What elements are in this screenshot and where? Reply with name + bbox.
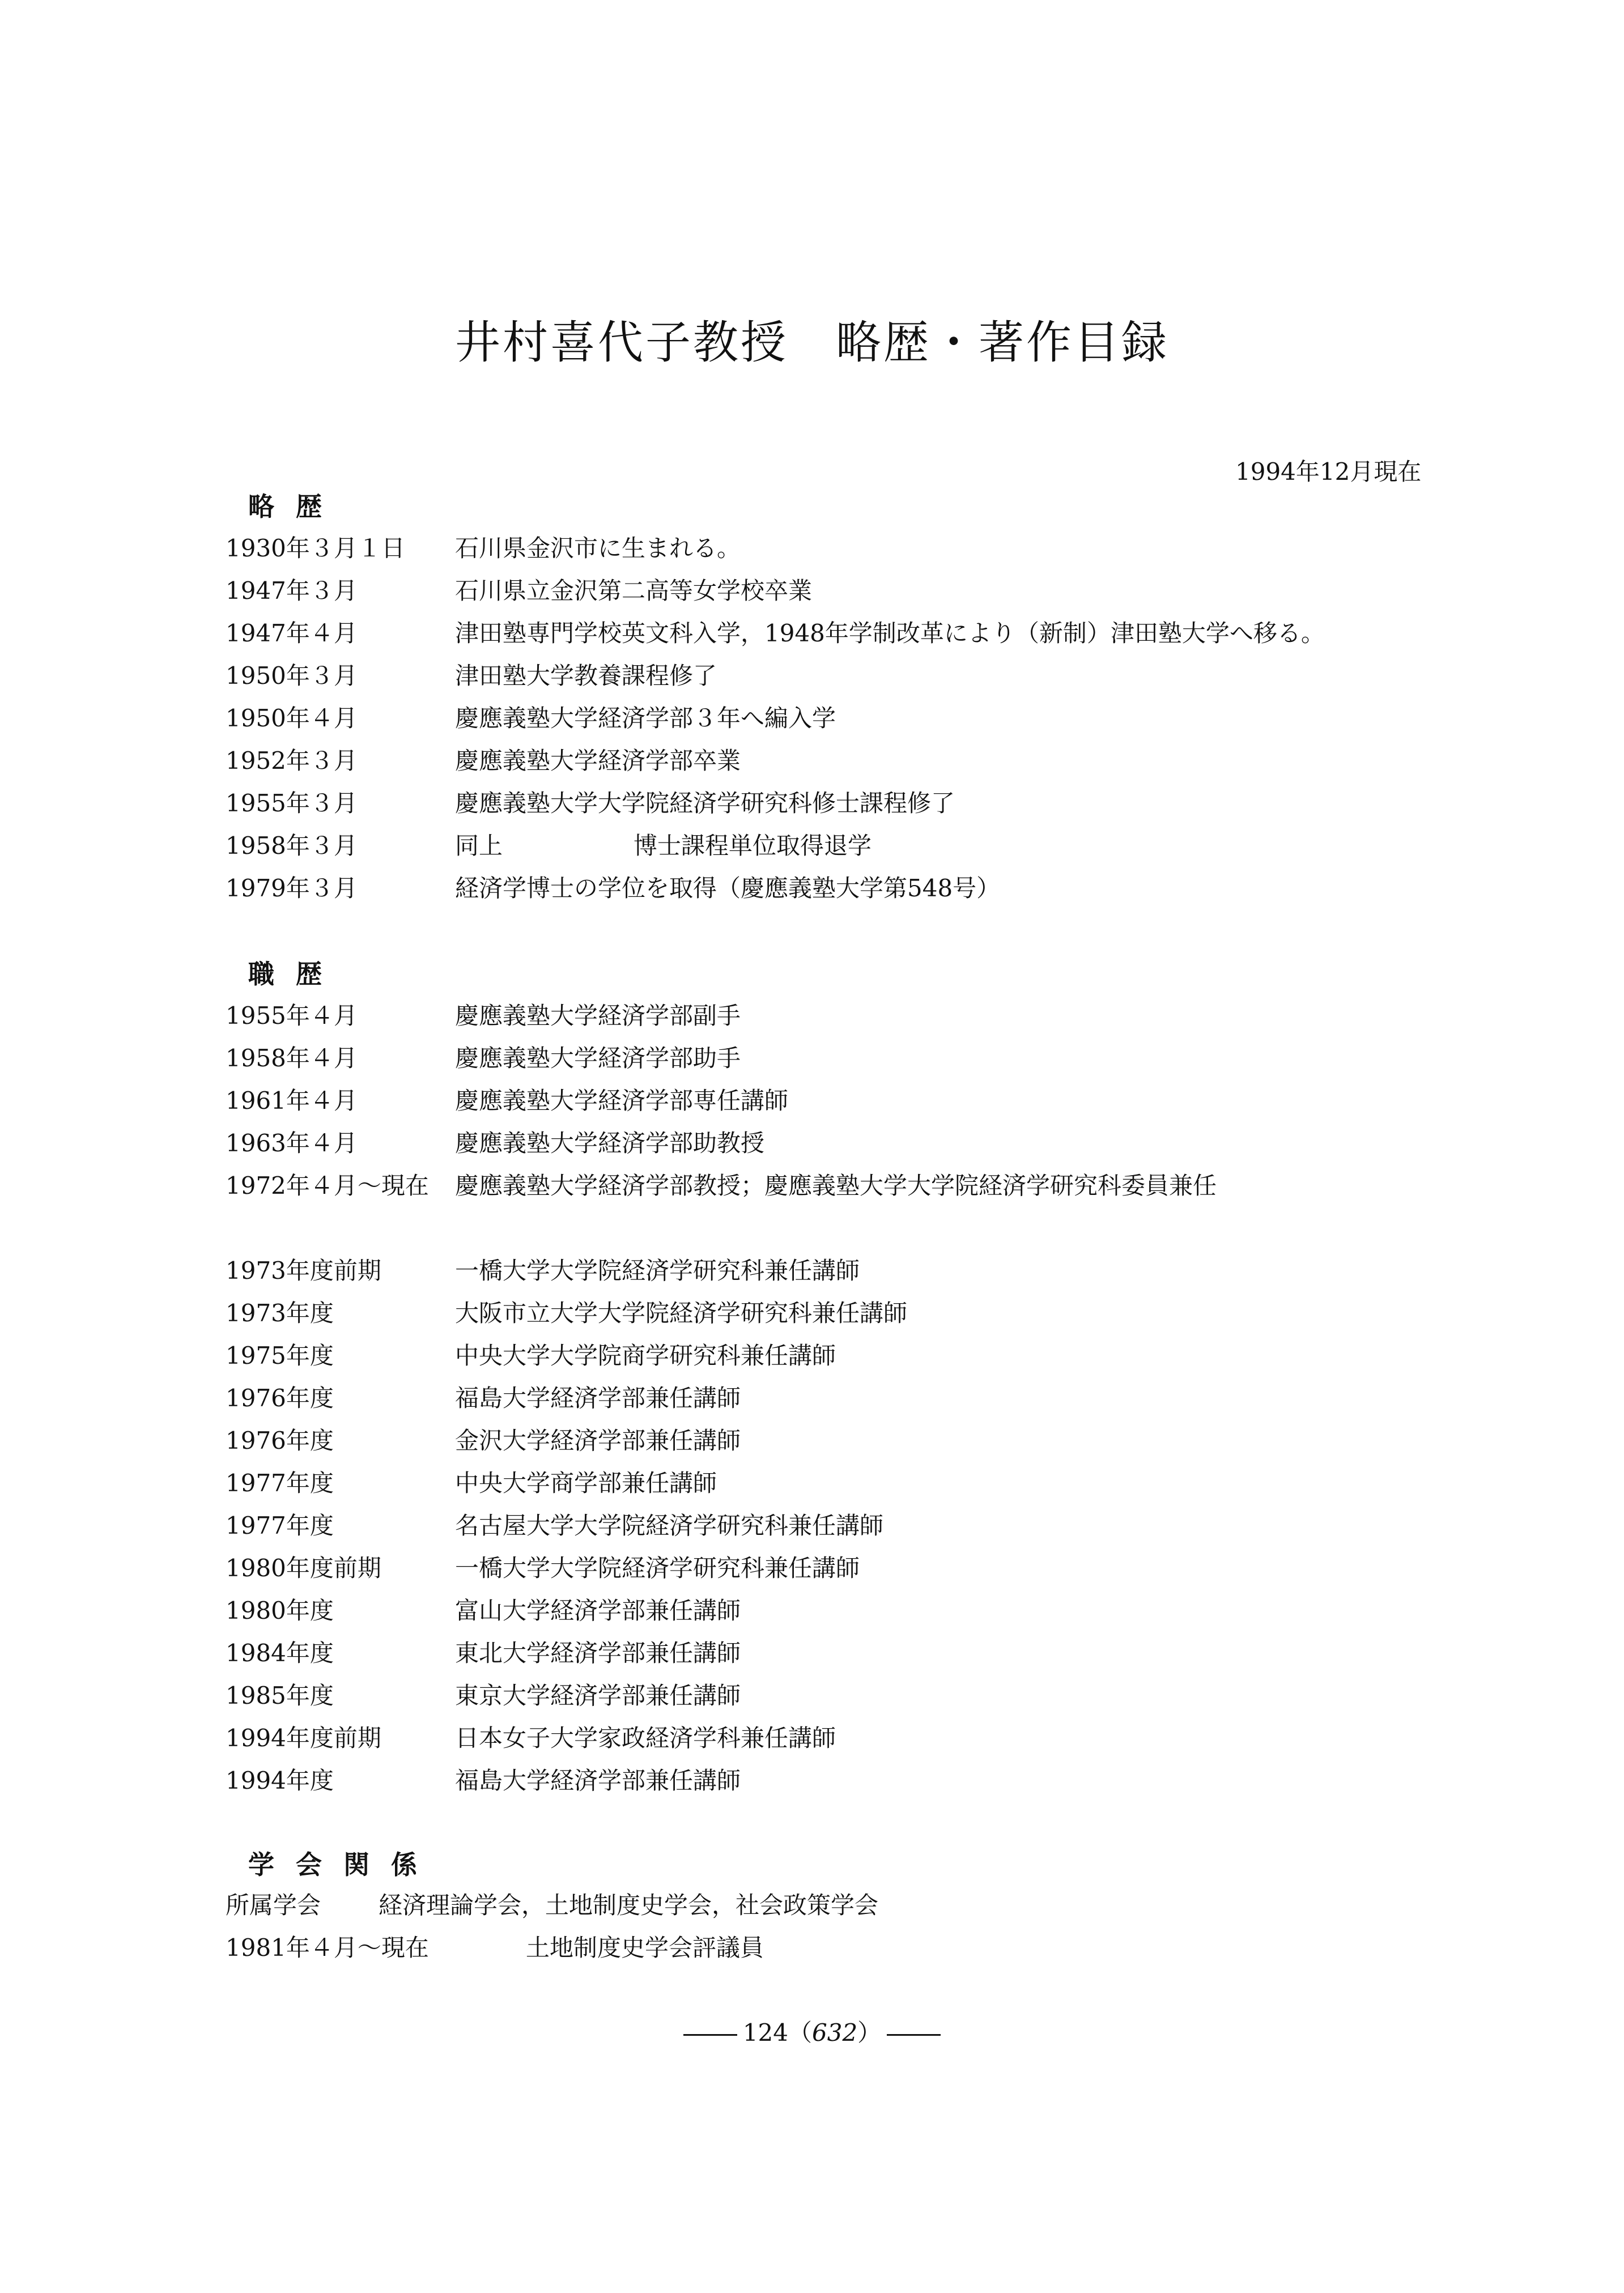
entry-date: 1985年度 <box>226 1682 334 1709</box>
entry-text: 東京大学経済学部兼任講師 <box>455 1682 741 1709</box>
entry-date: 1950年４月 <box>226 704 358 732</box>
entry-date: 1930年３月１日 <box>226 534 405 562</box>
as-of-date: 1994年12月現在 <box>1235 458 1422 486</box>
entry-date: 1975年度 <box>226 1342 334 1369</box>
entry-date: 1977年度 <box>226 1469 334 1497</box>
entry-text: 津田塾専門学校英文科入学，1948年学制改革により（新制）津田塾大学へ移る。 <box>455 619 1325 647</box>
entry-date: 1976年度 <box>226 1384 334 1412</box>
entry-text: 福島大学経済学部兼任講師 <box>455 1767 741 1794</box>
entry-text-secondary: 博士課程単位取得退学 <box>634 832 872 860</box>
page-number-dash-right <box>887 2034 941 2036</box>
entry-date: 1973年度前期 <box>226 1257 381 1284</box>
entry-text: 石川県立金沢第二高等女学校卒業 <box>455 577 813 605</box>
entry-text: 慶應義塾大学経済学部３年へ編入学 <box>455 704 836 732</box>
membership-label: 所属学会 <box>226 1891 321 1919</box>
entry-date: 1984年度 <box>226 1639 334 1667</box>
entry-text: 富山大学経済学部兼任講師 <box>455 1597 741 1624</box>
entry-text: 慶應義塾大学経済学部助教授 <box>455 1129 765 1157</box>
entry-text: 日本女子大学家政経済学科兼任講師 <box>455 1724 836 1752</box>
page-title: 井村喜代子教授 略歴・著作目録 <box>455 316 1169 369</box>
entry-text: 一橋大学大学院経済学研究科兼任講師 <box>455 1257 860 1284</box>
entry-date: 1994年度前期 <box>226 1724 381 1752</box>
entry-date: 1955年３月 <box>226 789 358 817</box>
entry-text: 大阪市立大学大学院経済学研究科兼任講師 <box>455 1299 908 1327</box>
entry-date: 1973年度 <box>226 1299 334 1327</box>
entry-date: 1952年３月 <box>226 747 358 775</box>
entry-text: 石川県金沢市に生まれる。 <box>455 534 741 562</box>
page-number-value: 124 <box>742 2019 788 2047</box>
entry-date: 1980年度前期 <box>226 1554 381 1582</box>
entry-text: 東北大学経済学部兼任講師 <box>455 1639 741 1667</box>
entry-text: 津田塾大学教養課程修了 <box>455 662 717 690</box>
entry-date: 1947年３月 <box>226 577 358 605</box>
entry-text: 中央大学商学部兼任講師 <box>455 1469 717 1497</box>
entry-date: 1958年３月 <box>226 832 358 860</box>
section-heading-career: 職歴 <box>248 959 343 989</box>
entry-date: 1950年３月 <box>226 662 358 690</box>
entry-text: 中央大学大学院商学研究科兼任講師 <box>455 1342 836 1369</box>
entry-text: 福島大学経済学部兼任講師 <box>455 1384 741 1412</box>
entry-text: 金沢大学経済学部兼任講師 <box>455 1427 741 1454</box>
entry-date: 1958年４月 <box>226 1044 358 1072</box>
entry-date: 1963年４月 <box>226 1129 358 1157</box>
role-value: 土地制度史学会評議員 <box>526 1934 764 1962</box>
entry-text: 慶應義塾大学大学院経済学研究科修士課程修了 <box>455 789 955 817</box>
entry-date: 1979年３月 <box>226 874 358 902</box>
entry-date: 1994年度 <box>226 1767 334 1794</box>
entry-text: 経済学博士の学位を取得（慶應義塾大学第548号） <box>455 874 1001 902</box>
entry-date: 1961年４月 <box>226 1087 358 1114</box>
entry-date: 1947年４月 <box>226 619 358 647</box>
entry-text: 慶應義塾大学経済学部助手 <box>455 1044 741 1072</box>
role-date: 1981年４月～現在 <box>226 1934 429 1962</box>
page-number-original: 632 <box>812 2019 858 2047</box>
entry-date: 1977年度 <box>226 1512 334 1539</box>
entry-text: 慶應義塾大学経済学部専任講師 <box>455 1087 789 1114</box>
entry-date: 1972年４月～現在 <box>226 1172 429 1199</box>
entry-text: 慶應義塾大学経済学部教授；慶應義塾大学大学院経済学研究科委員兼任 <box>455 1172 1217 1199</box>
entry-text: 名古屋大学大学院経済学研究科兼任講師 <box>455 1512 884 1539</box>
entry-date: 1980年度 <box>226 1597 334 1624</box>
entry-date: 1955年４月 <box>226 1002 358 1029</box>
entry-text: 慶應義塾大学経済学部副手 <box>455 1002 741 1029</box>
membership-value: 経済理論学会，土地制度史学会，社会政策学会 <box>379 1891 879 1919</box>
entry-text: 同上 <box>455 832 503 860</box>
section-heading-societies: 学会関係 <box>248 1849 439 1880</box>
page-number-dash-left <box>683 2034 737 2036</box>
section-heading-biography: 略歴 <box>248 491 343 522</box>
entry-text: 慶應義塾大学経済学部卒業 <box>455 747 741 775</box>
entry-date: 1976年度 <box>226 1427 334 1454</box>
page-number: 124（632） <box>0 2014 1624 2048</box>
entry-text: 一橋大学大学院経済学研究科兼任講師 <box>455 1554 860 1582</box>
